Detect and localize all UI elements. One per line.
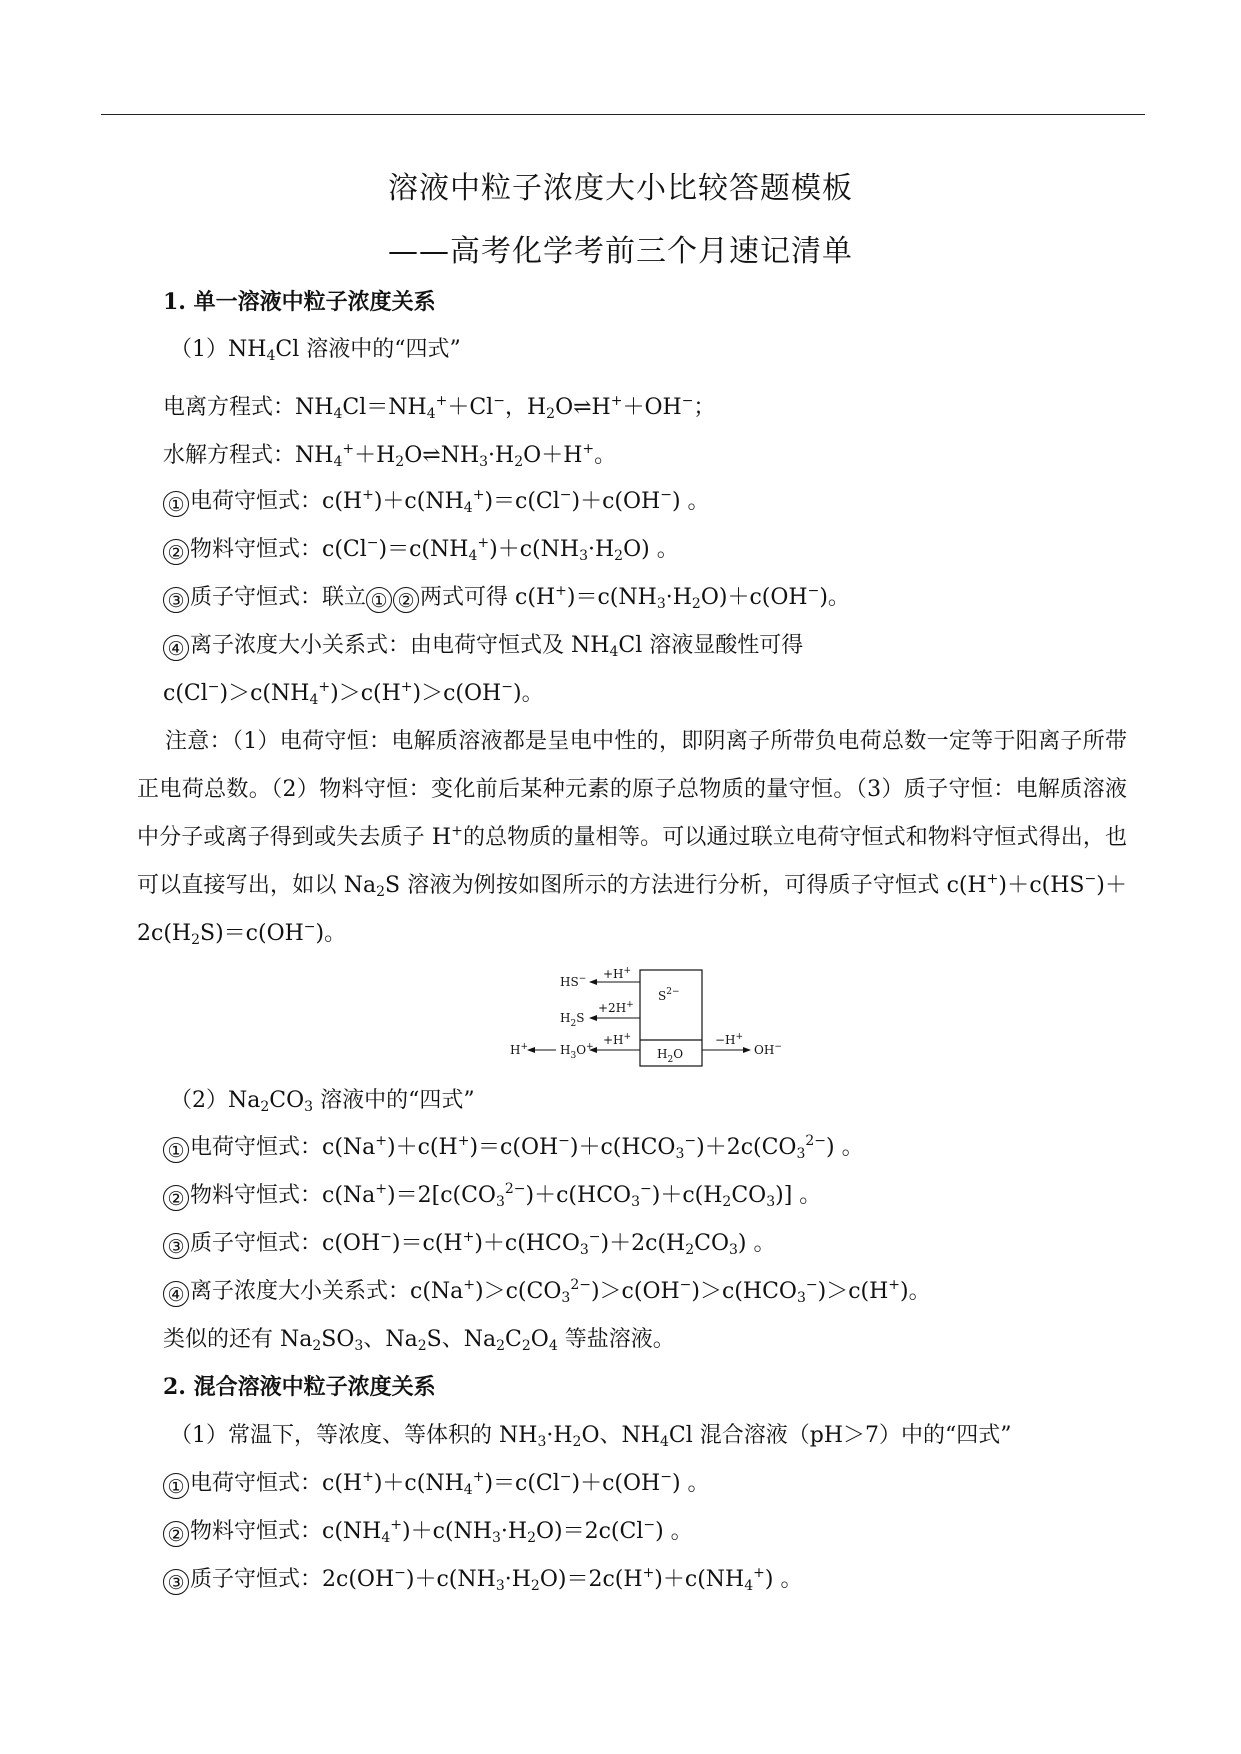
- section-1-heading: 1. 单一溶液中粒子浓度关系: [163, 289, 436, 315]
- h-label: H+: [510, 1042, 529, 1057]
- similar-salts: 类似的还有 $Na_2SO_3$、$Na_2S$、$Na_2C_2O_4$ 等盐溶液。: [163, 1327, 675, 1354]
- ion-order-nh4cl: $c(Cl^-)>c(NH_4^+)>c(H^+)>c(OH^-)$。: [163, 679, 544, 708]
- plus-2h-label: +2H+: [598, 1000, 634, 1015]
- hs-label: HS−: [560, 974, 587, 989]
- section-2-heading: 2. 混合溶液中粒子浓度关系: [163, 1374, 436, 1400]
- minus-h-label: −H+: [715, 1032, 744, 1047]
- ion-order-na2co3: ④ 离子浓度大小关系式：$c(Na^+)>c(CO_3^{2-})>c(OH^-)>c(HCO_3^-)>c(H^+)$。: [163, 1274, 931, 1307]
- note-paragraph: 注意：（1）电荷守恒：电解质溶液都是呈电中性的，即阴离子所带负电荷总数一定等于阳离子所带正电荷总数。（2）物料守恒：变化前后某种元素的原子总物质的量守恒。（3）质子守恒：电解质溶液中分子或离子得到或失去质子 H+的总物质的量相等。可以通过联立电荷守恒式和物料守恒式得出，也可以直接写出，如以 $Na_2S$ 溶液为例按如图所示的方法进行分析，可得质子守恒式 $c(H^+)+c(HS^-)+2c(H_2S)=c(OH^-)$。: [137, 729, 1127, 948]
- sub-heading-nh4cl: $(1)NH_4Cl$ 溶液中的“四式”: [170, 337, 461, 364]
- material-balance-na2co3: ② 物料守恒式：$c(Na^+)=2[c(CO_3^{2-})+c(HCO_3^-)+c(H_2CO_3)]$ 。: [163, 1178, 821, 1211]
- document-title: 溶液中粒子浓度大小比较答题模板: [388, 171, 853, 206]
- plus-h-label-1: +H+: [603, 966, 632, 981]
- material-balance-nh4cl: ② 物料守恒式：$c(Cl^-)=c(NH_4^+)+c(NH_3\cdot H_2O)$ 。: [163, 532, 679, 565]
- charge-balance-na2co3: ① 电荷守恒式：$c(Na^+)+c(H^+)=c(OH^-)+c(HCO_3^-)+2c(CO_3^{2-})$ 。: [163, 1130, 864, 1163]
- h2s-label: $H_2S$: [560, 1011, 585, 1029]
- oh-label: OH−: [754, 1042, 782, 1057]
- document-subtitle: ——高考化学考前三个月速记清单: [388, 234, 853, 269]
- proton-balance-nh4cl: ③ 质子守恒式：联立 ① ② 两式可得 $c(H^+)=c(NH_3\cdot H_2O)+c(OH^-)$。: [163, 580, 850, 613]
- hydrolysis-equation: 水解方程式：$NH_4^++H_2O\rightleftharpoons NH_3\cdot H_2O+H^+$。: [163, 441, 617, 470]
- proton-balance-na2co3: ③ 质子守恒式：$c(OH^-)=c(H^+)+c(HCO_3^-)+2c(H_2CO_3)$ 。: [163, 1226, 775, 1259]
- ionization-equation: 电离方程式：$NH_4Cl=NH_4^++Cl^-$，$H_2O\rightleftharpoons H^++OH^-$；: [163, 393, 716, 422]
- s2-label: $S^{2-}$: [658, 987, 680, 1003]
- header-rule: [101, 114, 1145, 115]
- h2o-label: $H_2O$: [657, 1047, 684, 1065]
- h3o-label: $H_3O^+$: [560, 1042, 594, 1061]
- proton-transfer-diagram: [500, 960, 800, 1070]
- charge-balance-nh4cl: ① 电荷守恒式：$c(H^+)+c(NH_4^+)=c(Cl^-)+c(OH^-)$ 。: [163, 484, 710, 517]
- material-balance-mixed: ② 物料守恒式：$c(NH_4^+)+c(NH_3\cdot H_2O)=2c(Cl^-)$ 。: [163, 1514, 693, 1547]
- proton-balance-mixed: ③ 质子守恒式：$2c(OH^-)+c(NH_3\cdot H_2O)=2c(H^+)+c(NH_4^+)$ 。: [163, 1562, 802, 1595]
- species-box: [640, 970, 702, 1066]
- charge-balance-mixed: ① 电荷守恒式：$c(H^+)+c(NH_4^+)=c(Cl^-)+c(OH^-)$ 。: [163, 1466, 710, 1499]
- sub-heading-na2co3: $(2)Na_2CO_3$ 溶液中的“四式”: [170, 1088, 475, 1115]
- sub-heading-mixed: （1）常温下，等浓度、等体积的 $NH_3\cdot H_2O$、$NH_4Cl$ 混合溶液（pH＞7）中的“四式”: [170, 1423, 1012, 1450]
- ion-order-intro: ④ 离子浓度大小关系式：由电荷守恒式及 $NH_4Cl$ 溶液显酸性可得: [163, 628, 803, 661]
- plus-h-label-2: +H+: [603, 1032, 632, 1047]
